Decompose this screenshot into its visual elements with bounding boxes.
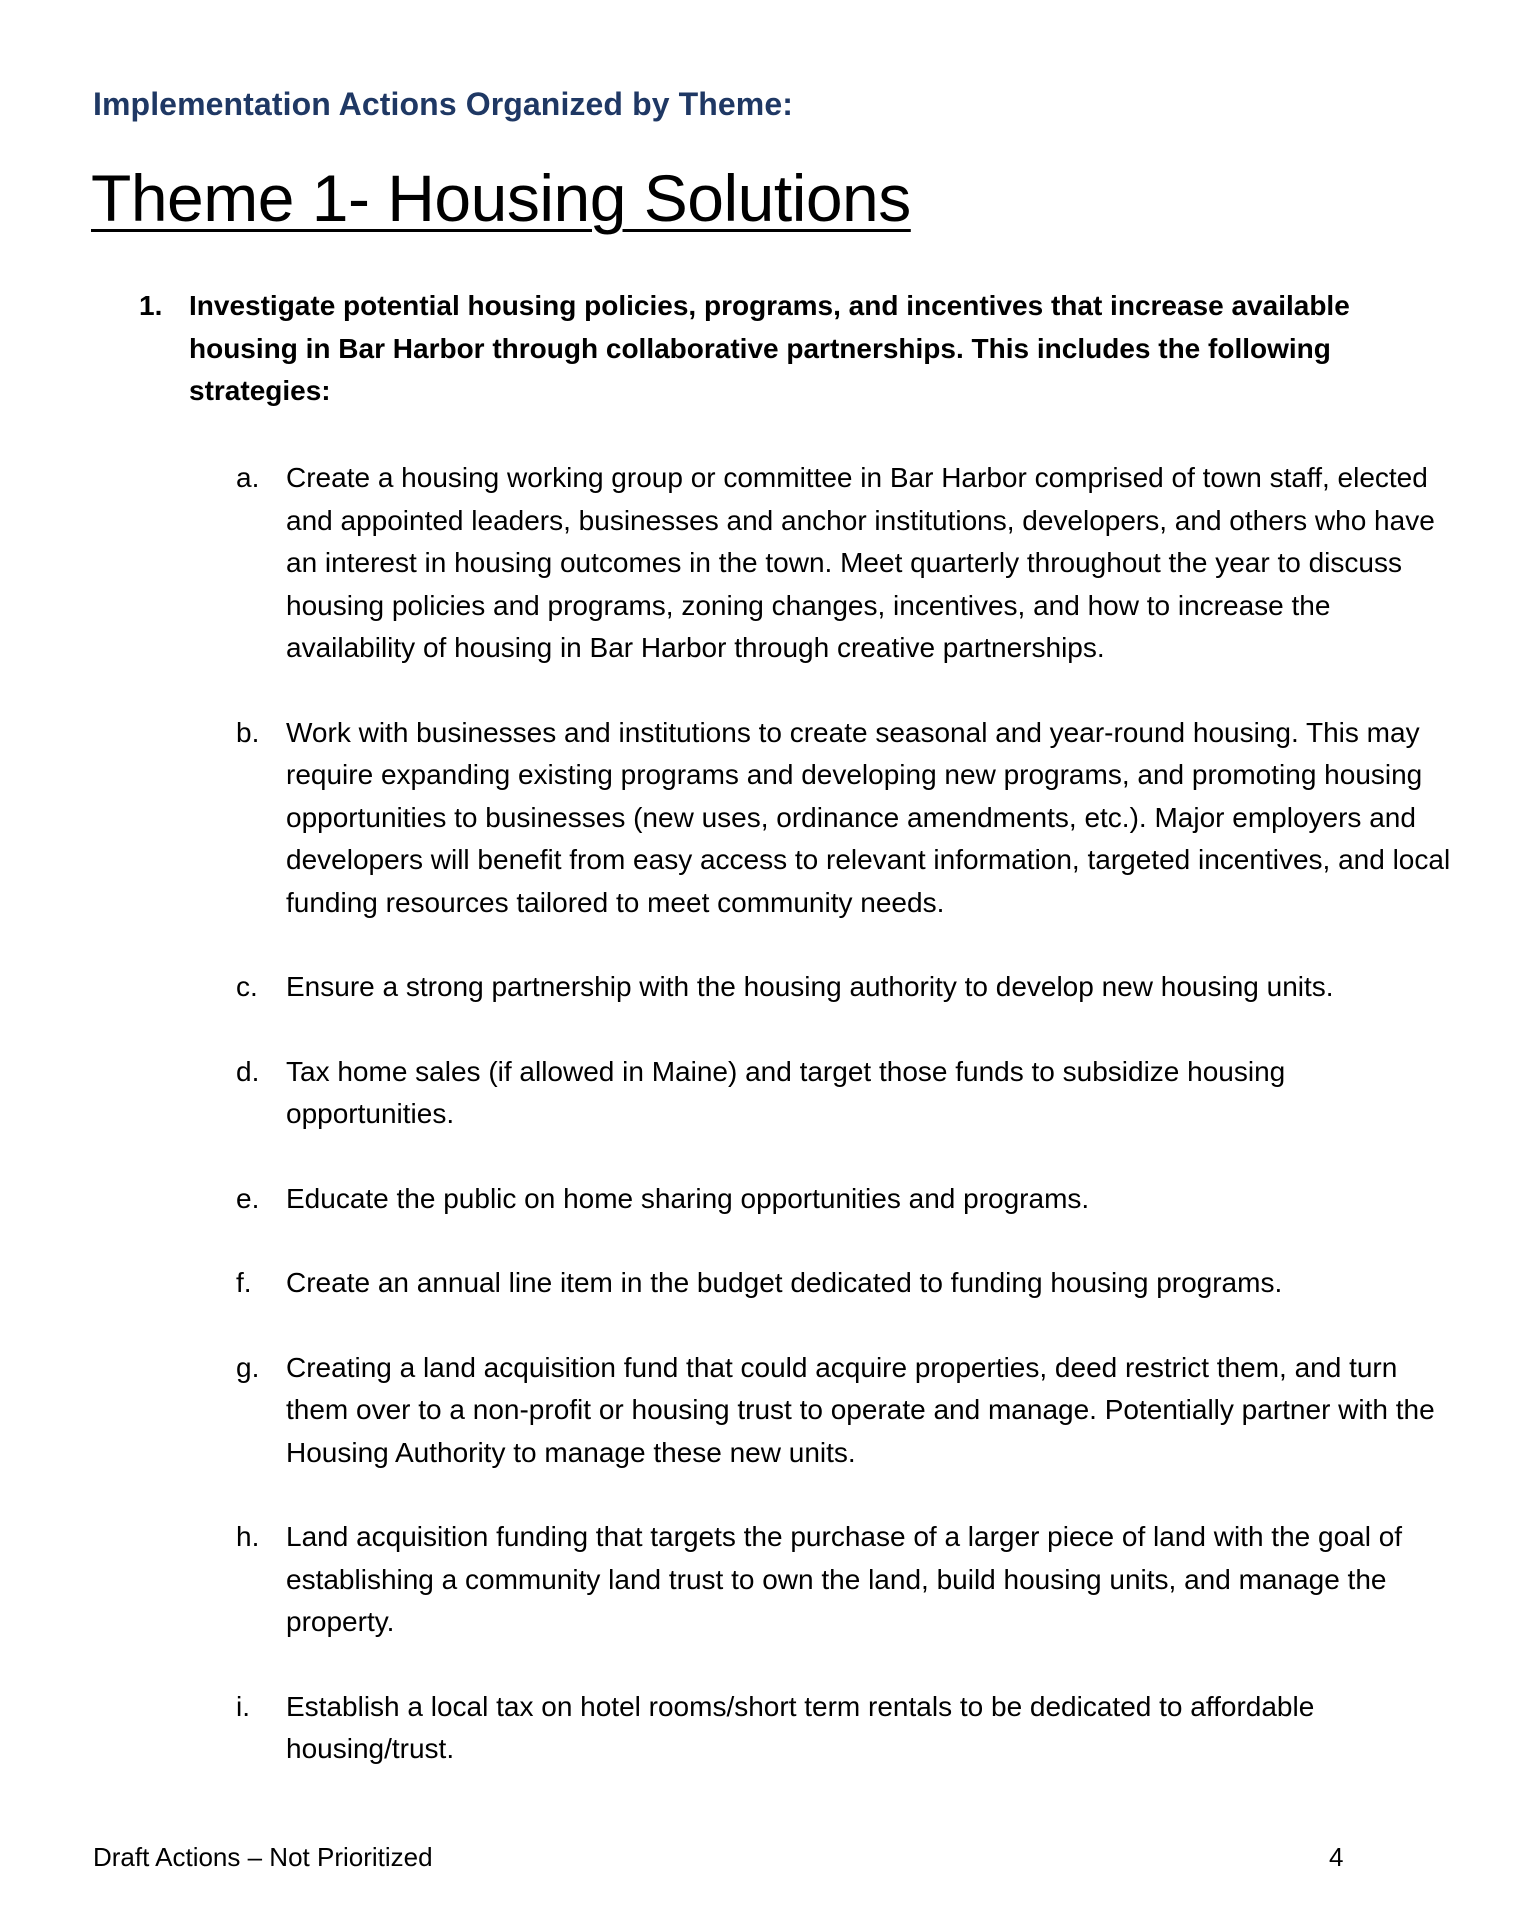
strategy-item-f <box>236 1262 1452 1305</box>
strategy-item-g <box>236 1347 1452 1475</box>
strategy-item-a <box>236 457 1452 670</box>
strategy-list <box>236 457 1452 1813</box>
strategy-text: Work with businesses and institutions to create seasonal and year-round housing. This may require expanding existing programs and developing new programs, and promoting housing opportunities to businesses (new uses, ordinance amendments, etc.). Major employers and developers will benefit from easy access to relevant information, targeted incentives, and local funding resources tailored to meet community needs. <box>286 716 1451 918</box>
strategy-letter: g. <box>236 1351 260 1383</box>
strategy-text: Land acquisition funding that targets the purchase of a larger piece of land with the goal of establishing a community land trust to own the land, build housing units, and manage the property. <box>286 1521 1403 1637</box>
strategy-letter: a. <box>236 462 260 493</box>
action-item-text: Investigate potential housing policies, programs, and incentives that increase available housing in Bar Harbor through collaborative partnerships. This includes the following strategies: <box>189 290 1350 406</box>
strategy-item-b <box>236 712 1452 925</box>
strategy-letter: f. <box>236 1267 252 1298</box>
strategy-letter: i. <box>236 1690 250 1722</box>
strategy-item-c <box>236 966 1452 1009</box>
theme-title: Theme 1- Housing Solutions <box>91 161 911 235</box>
strategy-text: Create an annual line item in the budget dedicated to funding housing programs. <box>286 1267 1283 1298</box>
strategy-letter: b. <box>236 716 260 748</box>
strategy-text: Creating a land acquisition fund that could acquire properties, deed restrict them, and turn them over to a non-profit or housing trust to operate and manage. Potentially partner with the Housing Authority to manage these new units. <box>286 1351 1435 1468</box>
action-item-number: 1. <box>139 290 163 321</box>
strategy-letter: e. <box>236 1182 260 1214</box>
strategy-letter: d. <box>236 1055 260 1087</box>
strategy-letter: h. <box>236 1521 260 1552</box>
strategy-item-i <box>236 1686 1452 1771</box>
footer-label: Draft Actions – Not Prioritized <box>93 1842 433 1872</box>
strategy-text: Educate the public on home sharing opportunities and programs. <box>286 1182 1090 1214</box>
page-number: 4 <box>1329 1842 1344 1872</box>
section-heading: Implementation Actions Organized by Theme: <box>93 86 793 122</box>
action-item-1 <box>139 285 1399 413</box>
strategy-text: Ensure a strong partnership with the housing authority to develop new housing units. <box>286 971 1334 1002</box>
strategy-text: Create a housing working group or committee in Bar Harbor comprised of town staff, elected and appointed leaders, businesses and anchor institutions, developers, and others who have an interest in housing outcomes in the town. Meet quarterly throughout the year to discuss housing policies and programs, zoning changes, incentives, and how to increase the availability of housing in Bar Harbor through creative partnerships. <box>286 462 1435 663</box>
strategy-item-h <box>236 1516 1452 1644</box>
strategy-text: Establish a local tax on hotel rooms/short term rentals to be dedicated to affordable housing/trust. <box>286 1690 1315 1764</box>
strategy-item-e <box>236 1178 1452 1221</box>
strategy-letter: c. <box>236 971 258 1002</box>
strategy-text: Tax home sales (if allowed in Maine) and target those funds to subsidize housing opportunities. <box>286 1055 1286 1129</box>
strategy-item-d <box>236 1051 1452 1136</box>
